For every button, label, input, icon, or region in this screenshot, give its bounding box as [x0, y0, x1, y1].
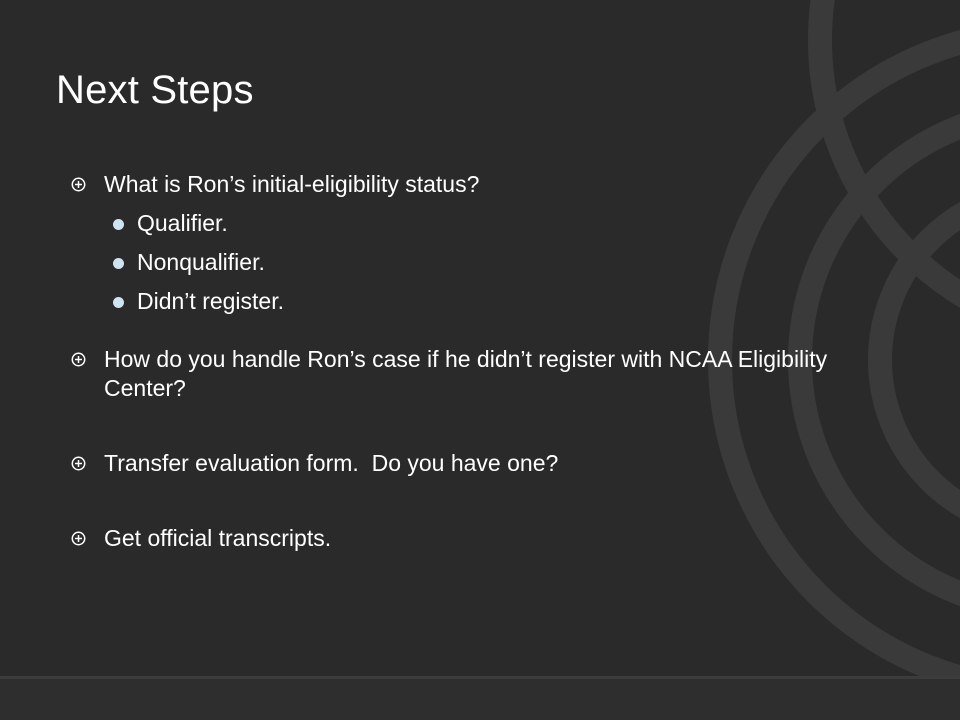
sub-bullet-item	[70, 287, 850, 316]
sub-bullet-item	[70, 248, 850, 277]
bullet-item	[70, 345, 850, 403]
sub-bullet-item	[70, 209, 850, 238]
filled-dot-icon	[113, 297, 124, 308]
bullet-text: What is Ron’s initial-eligibility status?	[104, 171, 480, 197]
bullet-list	[70, 170, 850, 553]
slide-title: Next Steps	[56, 68, 254, 112]
bullet-text: How do you handle Ron’s case if he didn’t register with NCAA Eligibility Center?	[104, 346, 828, 401]
sub-bullet-text: Qualifier.	[137, 210, 228, 236]
bullet-item	[70, 449, 850, 478]
sub-bullet-text: Nonqualifier.	[137, 249, 265, 275]
filled-dot-icon	[113, 219, 124, 230]
circle-plus-icon	[71, 531, 86, 546]
circle-plus-icon	[71, 352, 86, 367]
sub-bullet-text: Didn’t register.	[137, 288, 285, 314]
circle-plus-icon	[71, 177, 86, 192]
bullet-text: Transfer evaluation form. Do you have one?	[104, 450, 559, 476]
bullet-item	[70, 170, 850, 199]
bullet-item	[70, 524, 850, 553]
bullet-text: Get official transcripts.	[104, 525, 332, 551]
filled-dot-icon	[113, 258, 124, 269]
circle-plus-icon	[71, 456, 86, 471]
